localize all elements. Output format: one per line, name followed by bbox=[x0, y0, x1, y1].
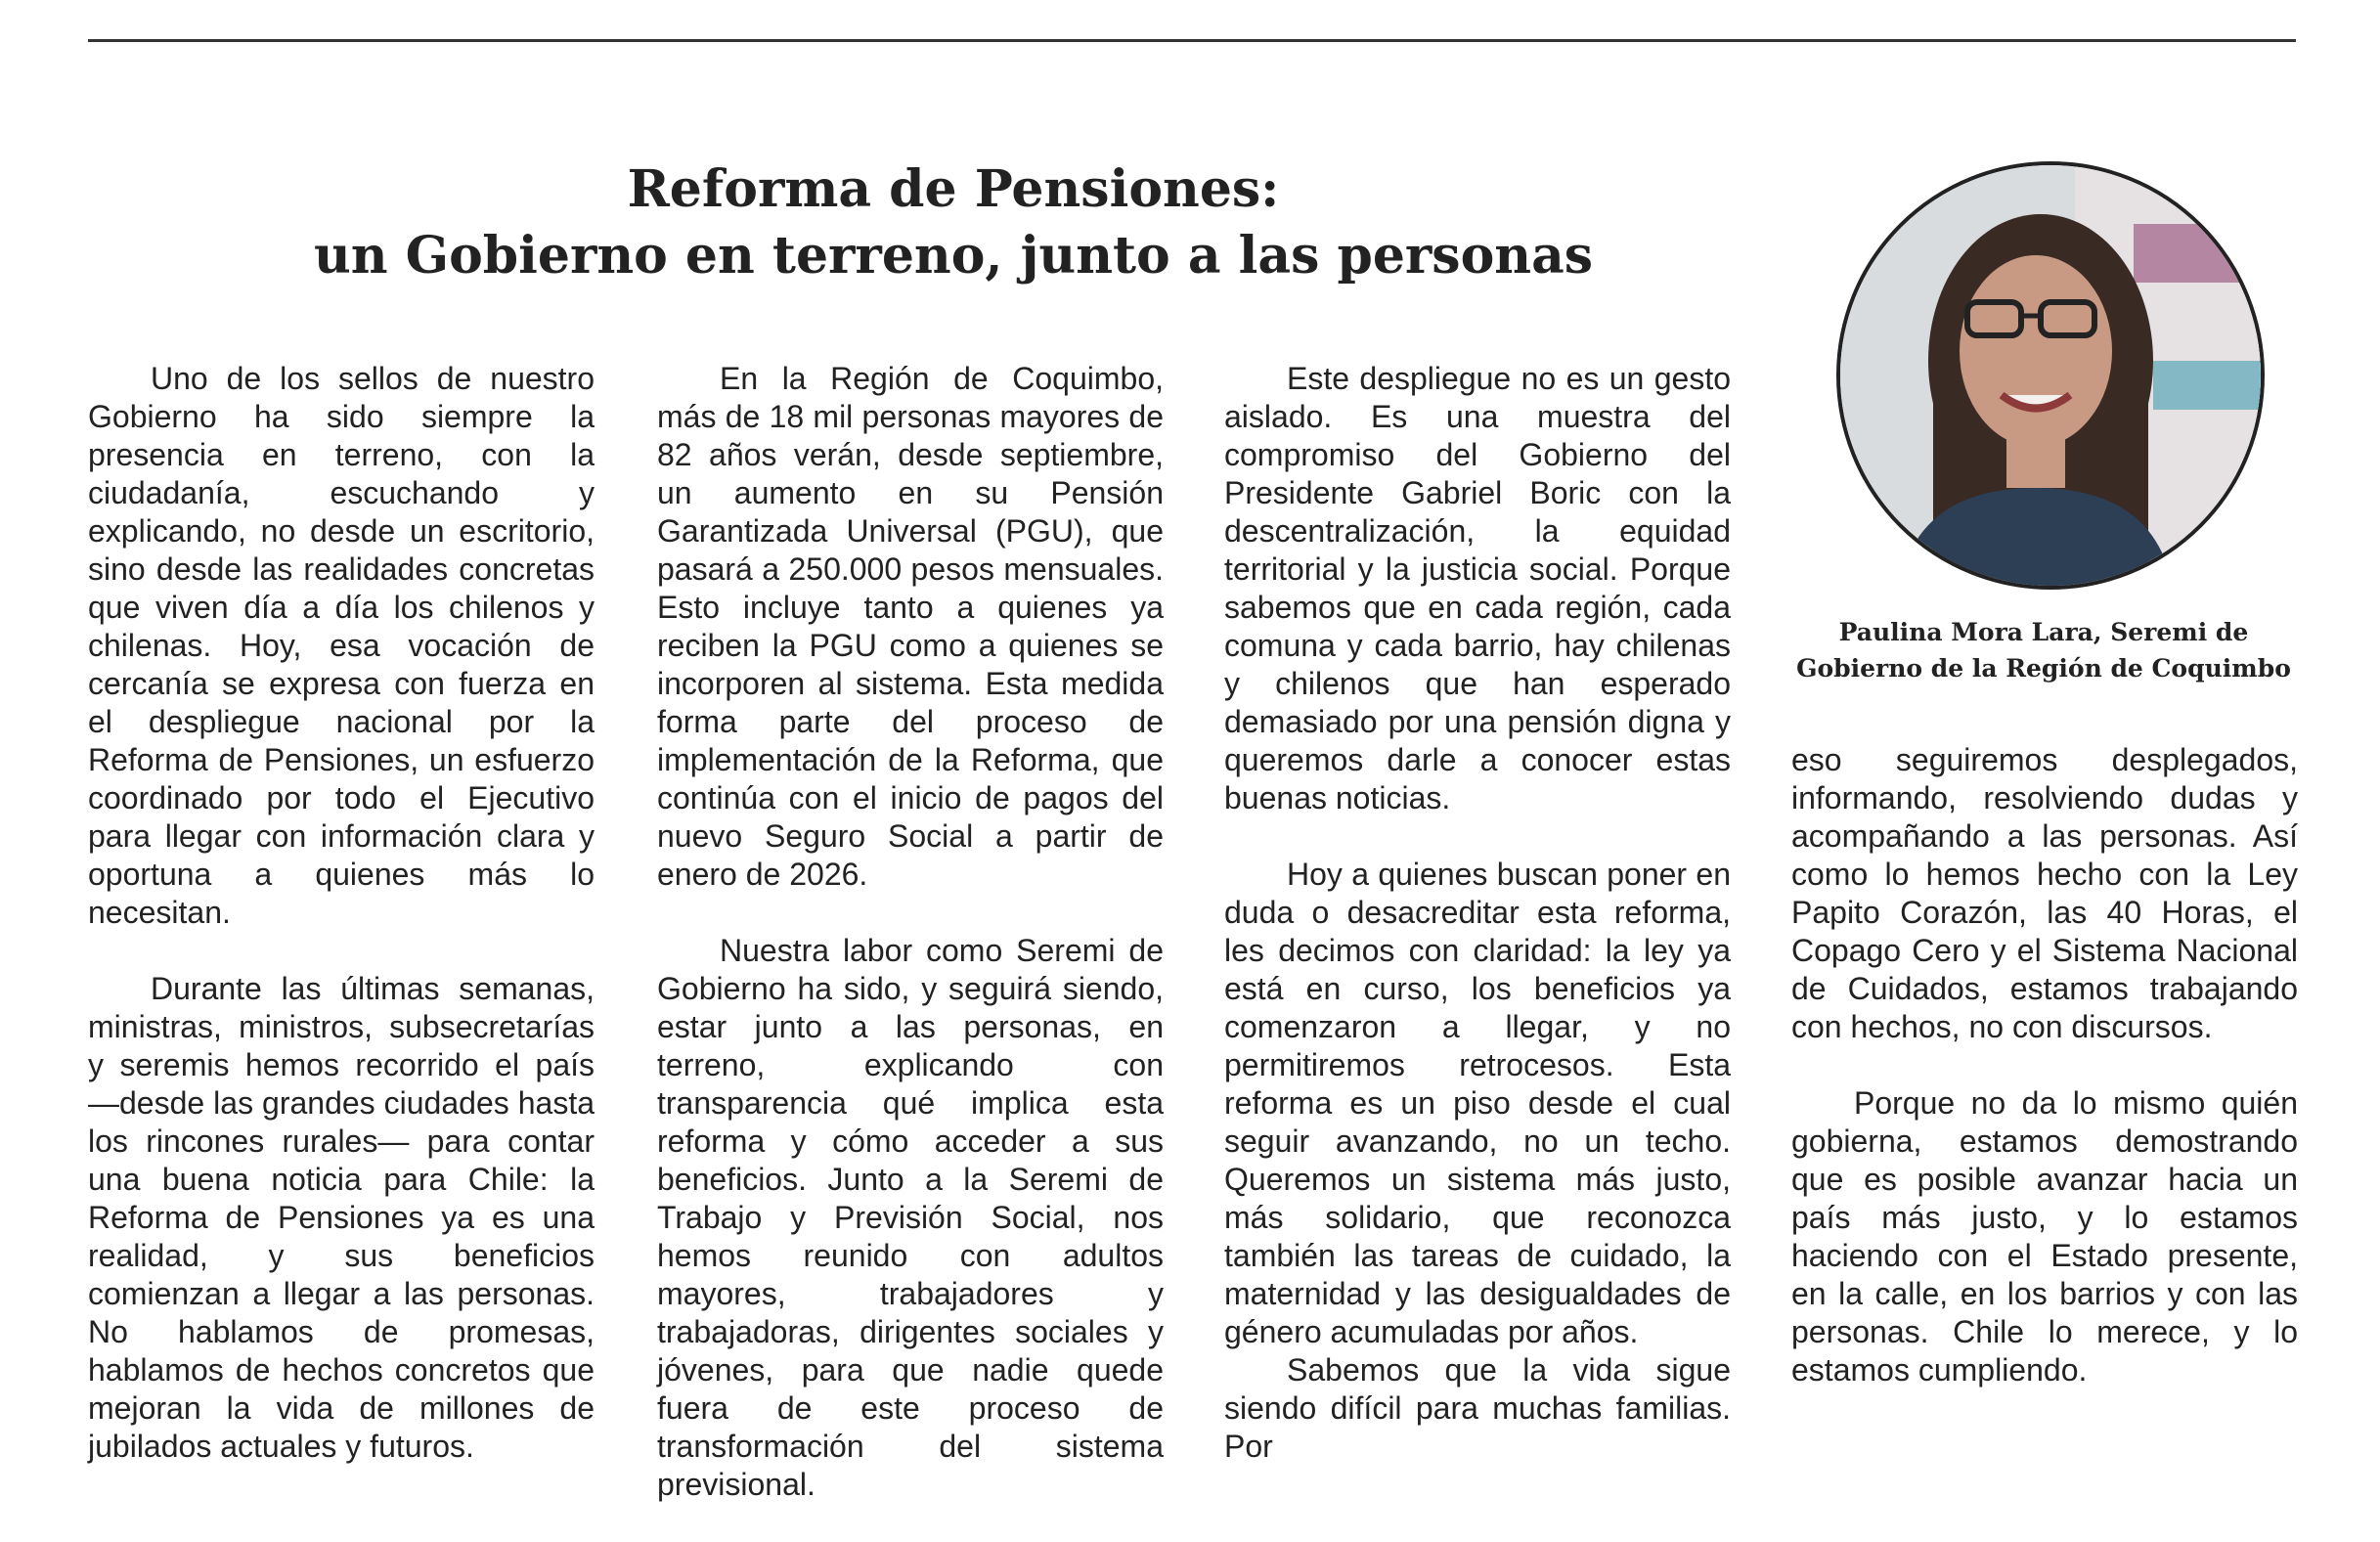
article-column-1 bbox=[88, 360, 595, 1504]
author-portrait bbox=[1836, 161, 2265, 590]
article-column-2 bbox=[657, 360, 1164, 1542]
paragraph: Este despliegue no es un gesto aislado. Es una muestra del compromiso del Gobierno del Presidente Gabriel Boric con la descentralización, la equidad territorial y la justicia social. Porque sabemos que en cada región, cada comuna y cada barrio, hay chilenas y chilenos que han esperado demasiado por una pensión digna y queremos darle a conocer estas buenas noticias. bbox=[1224, 361, 1731, 815]
paragraph: Uno de los sellos de nuestro Gobierno ha sido siempre la presencia en terreno, con la ciudadanía, escuchando y explicando, no desde un escritorio, sino desde las realidades concretas que viven día a día los chilenos y chilenas. Hoy, esa vocación de cercanía se expresa con fuerza en el despliegue nacional por la Reforma de Pensiones, un esfuerzo coordinado por todo el Ejecutivo para llegar con información clara y oportuna a quienes más lo necesitan. bbox=[88, 361, 595, 930]
top-rule bbox=[88, 39, 2296, 42]
paragraph: Porque no da lo mismo quién gobierna, estamos demostrando que es posible avanzar hacia un país más justo, y lo estamos haciendo con el Estado presente, en la calle, en los barrios y con las personas. Chile lo merece, y lo estamos cumpliendo. bbox=[1791, 1085, 2298, 1388]
headline-line-1: Reforma de Pensiones: bbox=[627, 159, 1280, 219]
caption-line-1: Paulina Mora Lara, Seremi de bbox=[1838, 618, 2249, 646]
caption-line-2: Gobierno de la Región de Coquimbo bbox=[1796, 654, 2291, 683]
portrait-caption bbox=[1789, 614, 2298, 686]
paragraph: Sabemos que la vida sigue siendo difícil para muchas familias. Por bbox=[1224, 1352, 1731, 1464]
headline-line-2: un Gobierno en terreno, junto a las personas bbox=[313, 226, 1594, 286]
article-column-3 bbox=[1224, 360, 1731, 1504]
author-photo bbox=[1840, 165, 2261, 586]
paragraph: Hoy a quienes buscan poner en duda o desacreditar esta reforma, les decimos con claridad: la ley ya está en curso, los beneficios ya comenzaron a llegar, y no permitiremos retrocesos. Esta reforma es un piso desde el cual seguir avanzando, no un techo. Queremos un sistema más justo, más solidario, que reconozca también las tareas de cuidado, la maternidad y las desigualdades de género acumuladas por años. bbox=[1224, 857, 1731, 1349]
paragraph: Nuestra labor como Seremi de Gobierno ha sido, y seguirá siendo, estar junto a las personas, en terreno, explicando con transparencia qué implica esta reforma y cómo acceder a sus beneficios. Junto a la Seremi de Trabajo y Previsión Social, nos hemos reunido con adultos mayores, trabajadores y trabajadoras, dirigentes sociales y jóvenes, para que nadie quede fuera de este proceso de transformación del sistema previsional. bbox=[657, 933, 1164, 1502]
article-column-4 bbox=[1791, 741, 2298, 1428]
paragraph: En la Región de Coquimbo, más de 18 mil personas mayores de 82 años verán, desde septiembre, un aumento en su Pensión Garantizada Universal (PGU), que pasará a 250.000 pesos mensuales. Esto incluye tanto a quienes ya reciben la PGU como a quienes se incorporen al sistema. Esta medida forma parte del proceso de implementación de la Reforma, que continúa con el inicio de pagos del nuevo Seguro Social a partir de enero de 2026. bbox=[657, 361, 1164, 892]
paragraph: Durante las últimas semanas, ministras, ministros, subsecretarías y seremis hemos recorrido el país —desde las grandes ciudades hasta los rincones rurales— para contar una buena noticia para Chile: la Reforma de Pensiones ya es una realidad, y sus beneficios comienzan a llegar a las personas. No hablamos de promesas, hablamos de hechos concretos que mejoran la vida de millones de jubilados actuales y futuros. bbox=[88, 971, 595, 1464]
article-headline bbox=[88, 156, 1819, 289]
paragraph: eso seguiremos desplegados, informando, resolviendo dudas y acompañando a las personas. Así como lo hemos hecho con la Ley Papito Corazón, las 40 Horas, el Copago Cero y el Sistema Nacional de Cuidados, estamos trabajando con hechos, no con discursos. bbox=[1791, 742, 2298, 1044]
